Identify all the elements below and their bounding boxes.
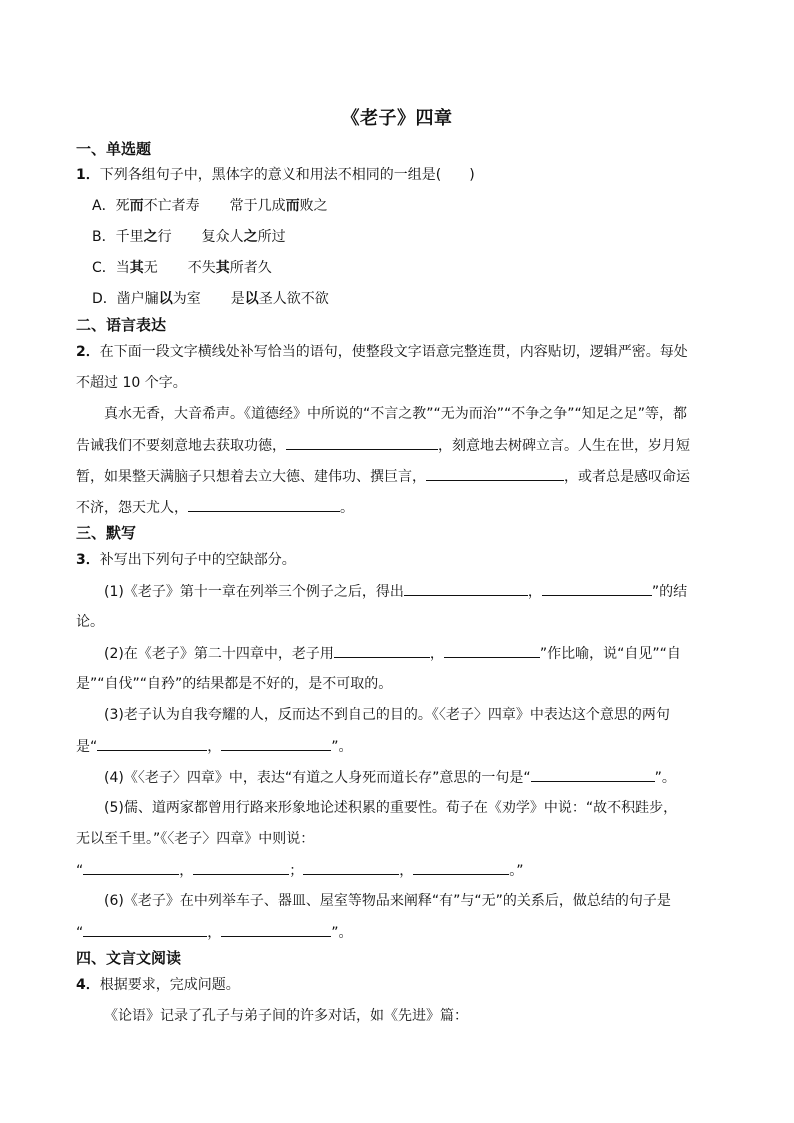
answer-blank[interactable] [221,736,331,751]
passage-text: 。 [340,500,354,516]
item-text: ； [289,863,304,879]
question-text: 下列各组句子中，黑体字的意义和用法不相同的一组是( ) [99,167,475,183]
item-text: (2)在《老子》第二十四章中，老子用 [104,646,334,662]
item-5-line-3 [76,860,524,881]
answer-blank[interactable] [193,860,289,875]
answer-blank[interactable] [188,497,340,512]
item-text: 。” [509,863,524,879]
reading-passage-intro: 《论语》记录了孔子与弟子间的许多对话，如《先进》篇： [104,1008,468,1024]
bold-char: 其 [129,260,144,276]
question-number: 2． [76,344,100,360]
question-3 [76,550,296,570]
section-heading-classical-reading: 四、文言文阅读 [76,949,182,967]
answer-blank[interactable] [542,581,652,596]
answer-blank[interactable] [83,922,207,937]
passage-line-1: 真水无香，大音希声。《道德经》中所说的“不言之教”“无为而治”“不争之争”“知足之足”等，都 [104,406,688,422]
passage-text: ，或者总是感叹命运 [564,469,690,485]
bold-char: 而 [285,198,300,214]
item-3-line-1: (3)老子认为自我夸耀的人，反而达不到自己的目的。《〈老子〉四章》中表达这个意思的两句 [104,707,670,723]
passage-line-2 [76,435,690,456]
answer-blank[interactable] [404,581,528,596]
option-text: 为室 [172,291,201,307]
item-text: ， [207,739,222,755]
option-d[interactable] [92,289,329,309]
passage-line-3 [76,466,690,487]
passage-text: 不济，怨天尤人， [76,500,188,516]
bold-char: 其 [215,260,230,276]
item-text: ， [399,863,414,879]
option-c[interactable] [92,258,272,278]
bold-char: 之 [243,229,258,245]
option-label: D． [92,291,117,307]
answer-blank[interactable] [334,643,430,658]
question-text: 根据要求，完成问题。 [99,977,240,993]
section-heading-single-choice: 一、单选题 [76,140,152,158]
passage-text: 告诫我们不要刻意地去获取功德， [76,438,286,454]
option-text: 所者久 [229,260,272,276]
answer-blank[interactable] [303,860,399,875]
page-title: 《老子》四章 [341,108,453,129]
bold-char: 以 [158,291,173,307]
passage-text: ，刻意地去树碑立言。人生在世，岁月短 [438,438,690,454]
option-text: 败之 [299,198,328,214]
item-text: ， [429,646,444,662]
option-a[interactable] [92,196,328,216]
question-number: 1． [76,167,100,183]
item-4 [104,767,676,788]
question-text: 在下面一段文字横线处补写恰当的语句，使整段文字语意完整连贯，内容贴切，逻辑严密。每处 [99,344,688,360]
item-text: ， [527,584,542,600]
item-6-line-1: (6)《老子》在中列举车子、器皿、屋室等物品来阐释“有”与“无”的关系后，做总结的句子是 [104,893,671,909]
passage-line-4 [76,497,354,518]
item-text: “ [76,863,84,879]
option-text: 复众人 [201,229,244,245]
item-1-line-2: 论。 [76,614,104,630]
answer-blank[interactable] [413,860,509,875]
section-heading-language-expression: 二、语言表达 [76,316,167,334]
option-text: 无 [143,260,158,276]
option-text: 不亡者寿 [143,198,200,214]
option-text: 千里 [115,229,144,245]
option-text: 死 [115,198,130,214]
answer-blank[interactable] [286,435,438,450]
item-text: ”作比喻，说“自见”“自 [539,646,681,662]
answer-blank[interactable] [426,466,564,481]
question-text: 补写出下列句子中的空缺部分。 [99,552,296,568]
item-text: ”。 [331,925,353,941]
question-4 [76,975,240,995]
item-text: “ [76,925,84,941]
option-text: 是 [230,291,245,307]
option-text: 当 [115,260,130,276]
question-2-line-2: 不超过 10 个字。 [76,375,187,391]
passage-text: 暂，如果整天满脑子只想着去立大德、建伟功、撰巨言， [76,469,426,485]
item-5-line-2: 无以至千里。”《〈老子〉四章》中则说： [76,831,315,847]
item-text: ”的结 [651,584,688,600]
item-text: 是“ [76,739,98,755]
option-text: 行 [157,229,172,245]
bold-char: 以 [244,291,259,307]
item-1-line-1 [104,581,687,602]
item-text: ”。 [654,770,676,786]
option-text: 凿户牖 [116,291,159,307]
option-label: A． [92,198,116,214]
answer-blank[interactable] [97,736,207,751]
item-text: (4)《〈老子〉四章》中，表达“有道之人身死而道长存”意思的一句是“ [104,770,531,786]
answer-blank[interactable] [444,643,540,658]
question-number: 3． [76,552,100,568]
answer-blank[interactable] [531,767,655,782]
option-text: 常于几成 [229,198,286,214]
item-text: ， [207,925,222,941]
answer-blank[interactable] [221,922,331,937]
item-text: ”。 [331,739,353,755]
item-6-line-2 [76,922,353,943]
item-2-line-1 [104,643,681,664]
item-text: (1)《老子》第十一章在列举三个例子之后，得出 [104,584,404,600]
bold-char: 而 [129,198,144,214]
question-1 [76,165,475,185]
item-2-line-2: 是”“自伐”“自矜”的结果都是不好的，是不可取的。 [76,676,393,692]
option-text: 不失 [187,260,216,276]
section-heading-dictation: 三、默写 [76,524,137,542]
item-5-line-1: (5)儒、道两家都曾用行路来形象地论述积累的重要性。荀子在《劝学》中说：“故不积跬步， [104,800,678,816]
option-b[interactable] [92,227,286,247]
option-label: B． [92,229,116,245]
option-text: 所过 [257,229,286,245]
answer-blank[interactable] [83,860,179,875]
question-2-line-1 [76,342,688,362]
question-number: 4． [76,977,100,993]
bold-char: 之 [143,229,158,245]
option-label: C． [92,260,116,276]
item-3-line-2 [76,736,353,757]
item-text: ， [179,863,194,879]
option-text: 圣人欲不欲 [258,291,329,307]
